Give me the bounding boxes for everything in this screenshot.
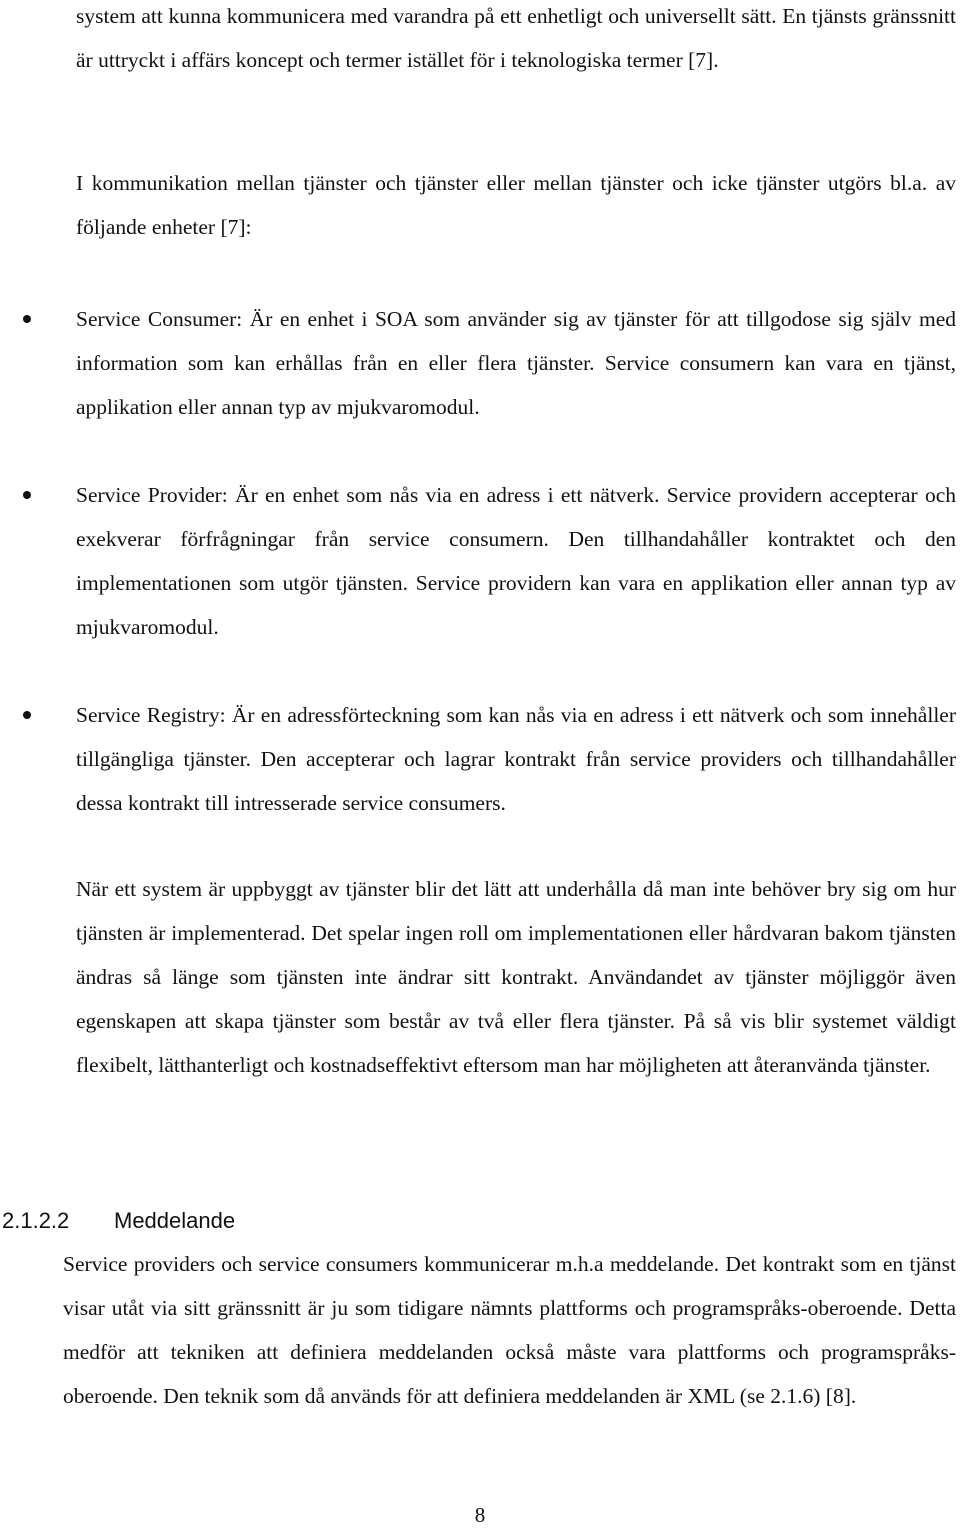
bullet-term: Service Registry: bbox=[76, 703, 226, 727]
section-heading bbox=[2, 1201, 235, 1241]
bullet-item-service-consumer bbox=[76, 297, 956, 429]
bullet-term: Service Consumer: bbox=[76, 307, 243, 331]
bullet-icon bbox=[23, 711, 31, 719]
bullet-item-service-registry bbox=[76, 693, 956, 825]
section-paragraph: Service providers och service consumers kommunicerar m.h.a meddelande. Det kontrakt som en tjänst visar utåt via sitt gränssnitt är ju som tidigare nämnts plattforms och programspråks-oberoende. Detta medför att tekniken att definiera meddelanden också måste vara plattforms och programspråks-oberoende. Den teknik som då används för att definiera meddelanden är XML (se 2.1.6) [8]. bbox=[63, 1252, 956, 1408]
continuation-paragraph: system att kunna kommunicera med varandra på ett enhetligt och universellt sätt. En tjänsts gränssnitt är uttryckt i affärs koncept och termer istället för i teknologiska termer [7]. bbox=[76, 4, 956, 72]
intro-paragraph: I kommunikation mellan tjänster och tjänster eller mellan tjänster och icke tjänster utgörs bl.a. av följande enheter [7]: bbox=[76, 171, 956, 239]
bullet-icon bbox=[23, 315, 31, 323]
bullet-text: Är en enhet som nås via en adress i ett nätverk. Service providern accepterar och exekverar förfrågningar från service consumern. Den tillhandahåller kontraktet och den implementationen som utgör tjänsten. Service providern kan vara en applikation eller annan typ av mjukvaromodul. bbox=[76, 483, 956, 639]
section-title: Meddelande bbox=[114, 1208, 236, 1233]
section-number: 2.1.2.2 bbox=[2, 1208, 70, 1233]
bullet-item-service-provider bbox=[76, 473, 956, 649]
page-number: 8 bbox=[474, 1503, 486, 1527]
bullet-text: Är en enhet i SOA som använder sig av tjänster för att tillgodose sig själv med information som kan erhållas från en eller flera tjänster. Service consumern kan vara en tjänst, applikation eller annan typ av mjukvaromodul. bbox=[76, 307, 956, 419]
bullet-term: Service Provider: bbox=[76, 483, 228, 507]
summary-paragraph: När ett system är uppbyggt av tjänster blir det lätt att underhålla då man inte behöver bry sig om hur tjänsten är implementerad. Det spelar ingen roll om implementationen eller hårdvaran bakom tjänsten ändras så länge som tjänsten inte ändrar sitt kontrakt. Användandet av tjänster möjliggör även egenskapen att skapa tjänster som består av två eller flera tjänster. På så vis blir systemet väldigt flexibelt, lätthanterligt och kostnadseffektivt eftersom man har möjligheten att återanvända tjänster. bbox=[76, 877, 956, 1077]
bullet-icon bbox=[23, 491, 31, 499]
bullet-text: Är en adressförteckning som kan nås via en adress i ett nätverk och som innehåller tillgängliga tjänster. Den accepterar och lagrar kontrakt från service providers och tillhandahåller dessa kontrakt till intresserade service consumers. bbox=[76, 703, 956, 815]
